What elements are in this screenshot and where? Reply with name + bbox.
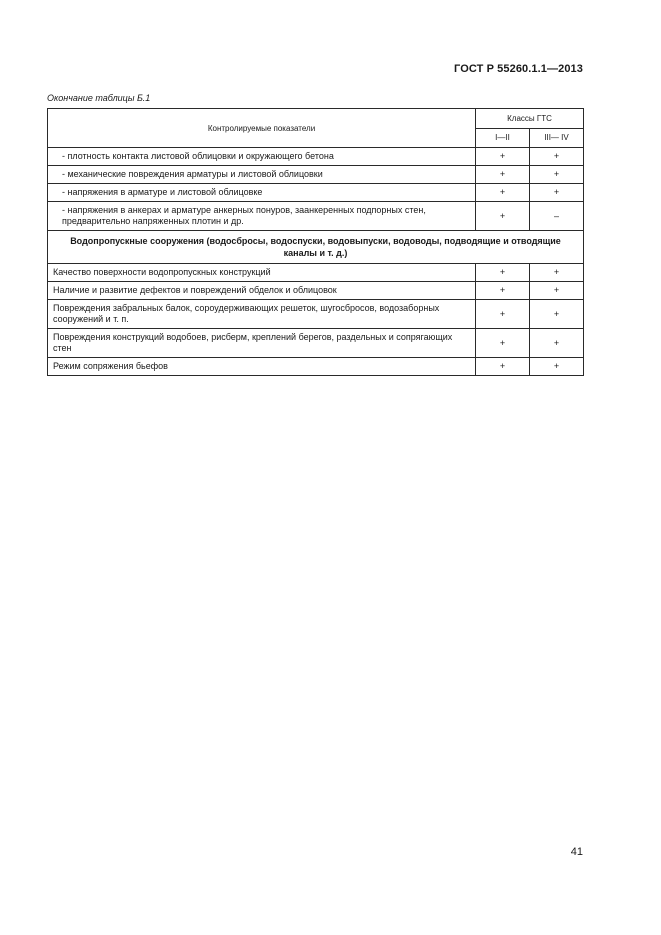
- row-indicator: Повреждения конструкций водобоев, рисберм, креплений берегов, раздельных и сопрягающих стен: [48, 329, 476, 358]
- row-mark-class-b: +: [530, 358, 584, 376]
- table-row: [48, 166, 584, 184]
- table-row: [48, 184, 584, 202]
- table-row: [48, 358, 584, 376]
- header-indicators: Контролируемые показатели: [48, 109, 476, 148]
- row-indicator: Повреждения забральных балок, сороудерживающих решеток, шугосбросов, водозаборных сооружений и т. п.: [48, 300, 476, 329]
- row-mark-class-b: +: [530, 166, 584, 184]
- row-mark-class-a: +: [476, 329, 530, 358]
- row-mark-class-b: +: [530, 148, 584, 166]
- table-row: [48, 329, 584, 358]
- header-classes-group: Классы ГТС: [476, 109, 584, 129]
- row-indicator: - механические повреждения арматуры и листовой облицовки: [48, 166, 476, 184]
- row-mark-class-a: +: [476, 202, 530, 231]
- table-row: [48, 282, 584, 300]
- row-indicator: Качество поверхности водопропускных конструкций: [48, 264, 476, 282]
- row-mark-class-a: +: [476, 300, 530, 329]
- row-indicator: Наличие и развитие дефектов и повреждений обделок и облицовок: [48, 282, 476, 300]
- row-indicator: Режим сопряжения бьефов: [48, 358, 476, 376]
- row-indicator: - напряжения в арматуре и листовой облицовке: [48, 184, 476, 202]
- table-container: [47, 108, 583, 376]
- row-mark-class-b: –: [530, 202, 584, 231]
- row-mark-class-a: +: [476, 166, 530, 184]
- page-number: 41: [570, 846, 583, 858]
- table-row: [48, 202, 584, 231]
- row-mark-class-b: +: [530, 282, 584, 300]
- section-row: [48, 231, 584, 264]
- row-mark-class-a: +: [476, 358, 530, 376]
- row-mark-class-a: +: [476, 184, 530, 202]
- row-indicator: - напряжения в анкерах и арматуре анкерных понуров, заанкеренных подпорных стен, предварительно напряженных плотин и др.: [48, 202, 476, 231]
- table-row: [48, 148, 584, 166]
- row-indicator: - плотность контакта листовой облицовки и окружающего бетона: [48, 148, 476, 166]
- table-caption: Окончание таблицы Б.1: [47, 93, 151, 103]
- row-mark-class-b: +: [530, 264, 584, 282]
- indicators-table: [47, 108, 584, 376]
- table-row: [48, 300, 584, 329]
- row-mark-class-a: +: [476, 282, 530, 300]
- row-mark-class-b: +: [530, 329, 584, 358]
- row-mark-class-b: +: [530, 184, 584, 202]
- row-mark-class-a: +: [476, 264, 530, 282]
- section-heading: Водопропускные сооружения (водосбросы, водоспуски, водовыпуски, водоводы, подводящие и отводящие каналы и т. д.): [48, 231, 584, 264]
- table-row: [48, 264, 584, 282]
- row-mark-class-b: +: [530, 300, 584, 329]
- row-mark-class-a: +: [476, 148, 530, 166]
- document-code: ГОСТ Р 55260.1.1—2013: [454, 63, 583, 75]
- header-class-b: III— IV: [530, 128, 584, 148]
- header-class-a: I—II: [476, 128, 530, 148]
